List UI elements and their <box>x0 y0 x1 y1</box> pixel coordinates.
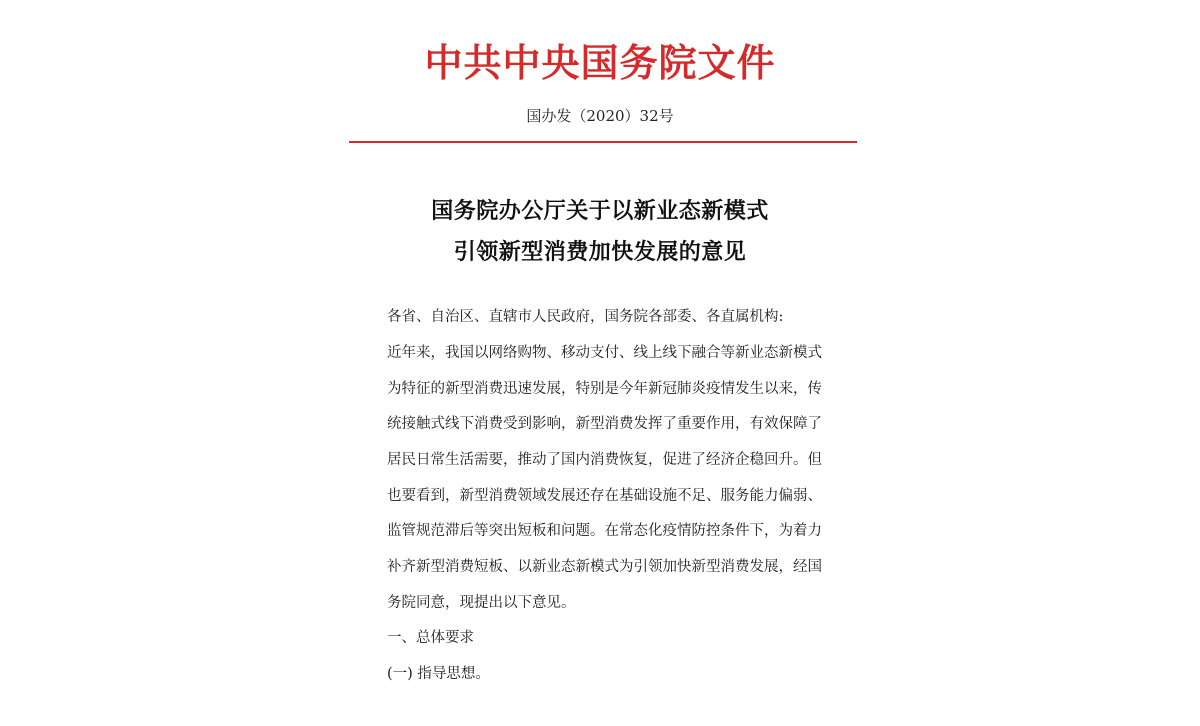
section-heading: 一、总体要求 <box>387 630 474 646</box>
body-text-line: 补齐新型消费短板、以新业态新模式为引领加快新型消费发展，经国 <box>387 559 822 575</box>
body-text-line: 近年来，我国以网络购物、移动支付、线上线下融合等新业态新模式 <box>387 345 822 361</box>
salutation: 各省、自治区、直辖市人民政府，国务院各部委、各直属机构: <box>387 309 784 325</box>
body-text-line: 监管规范滞后等突出短板和问题。在常态化疫情防控条件下，为着力 <box>387 523 822 539</box>
body-text-line: 务院同意，现提出以下意见。 <box>387 595 576 611</box>
red-divider-line <box>349 141 857 143</box>
masthead-title: 中共中央国务院文件 <box>424 40 776 85</box>
body-text-line: 统接触式线下消费受到影响，新型消费发挥了重要作用，有效保障了 <box>387 416 822 432</box>
body-text-line: 为特征的新型消费迅速发展，特别是今年新冠肺炎疫情发生以来，传 <box>387 381 822 397</box>
body-text-line: 也要看到，新型消费领域发展还存在基础设施不足、服务能力偏弱、 <box>387 488 822 504</box>
document-title-line-2: 引领新型消费加快发展的意见 <box>453 240 747 265</box>
body-text-line: 居民日常生活需要，推动了国内消费恢复，促进了经济企稳回升。但 <box>387 452 822 468</box>
document-number: 国办发（2020）32号 <box>526 107 674 125</box>
subsection-heading: (一) 指导思想。 <box>387 666 490 682</box>
document-title-line-1: 国务院办公厅关于以新业态新模式 <box>431 199 769 224</box>
